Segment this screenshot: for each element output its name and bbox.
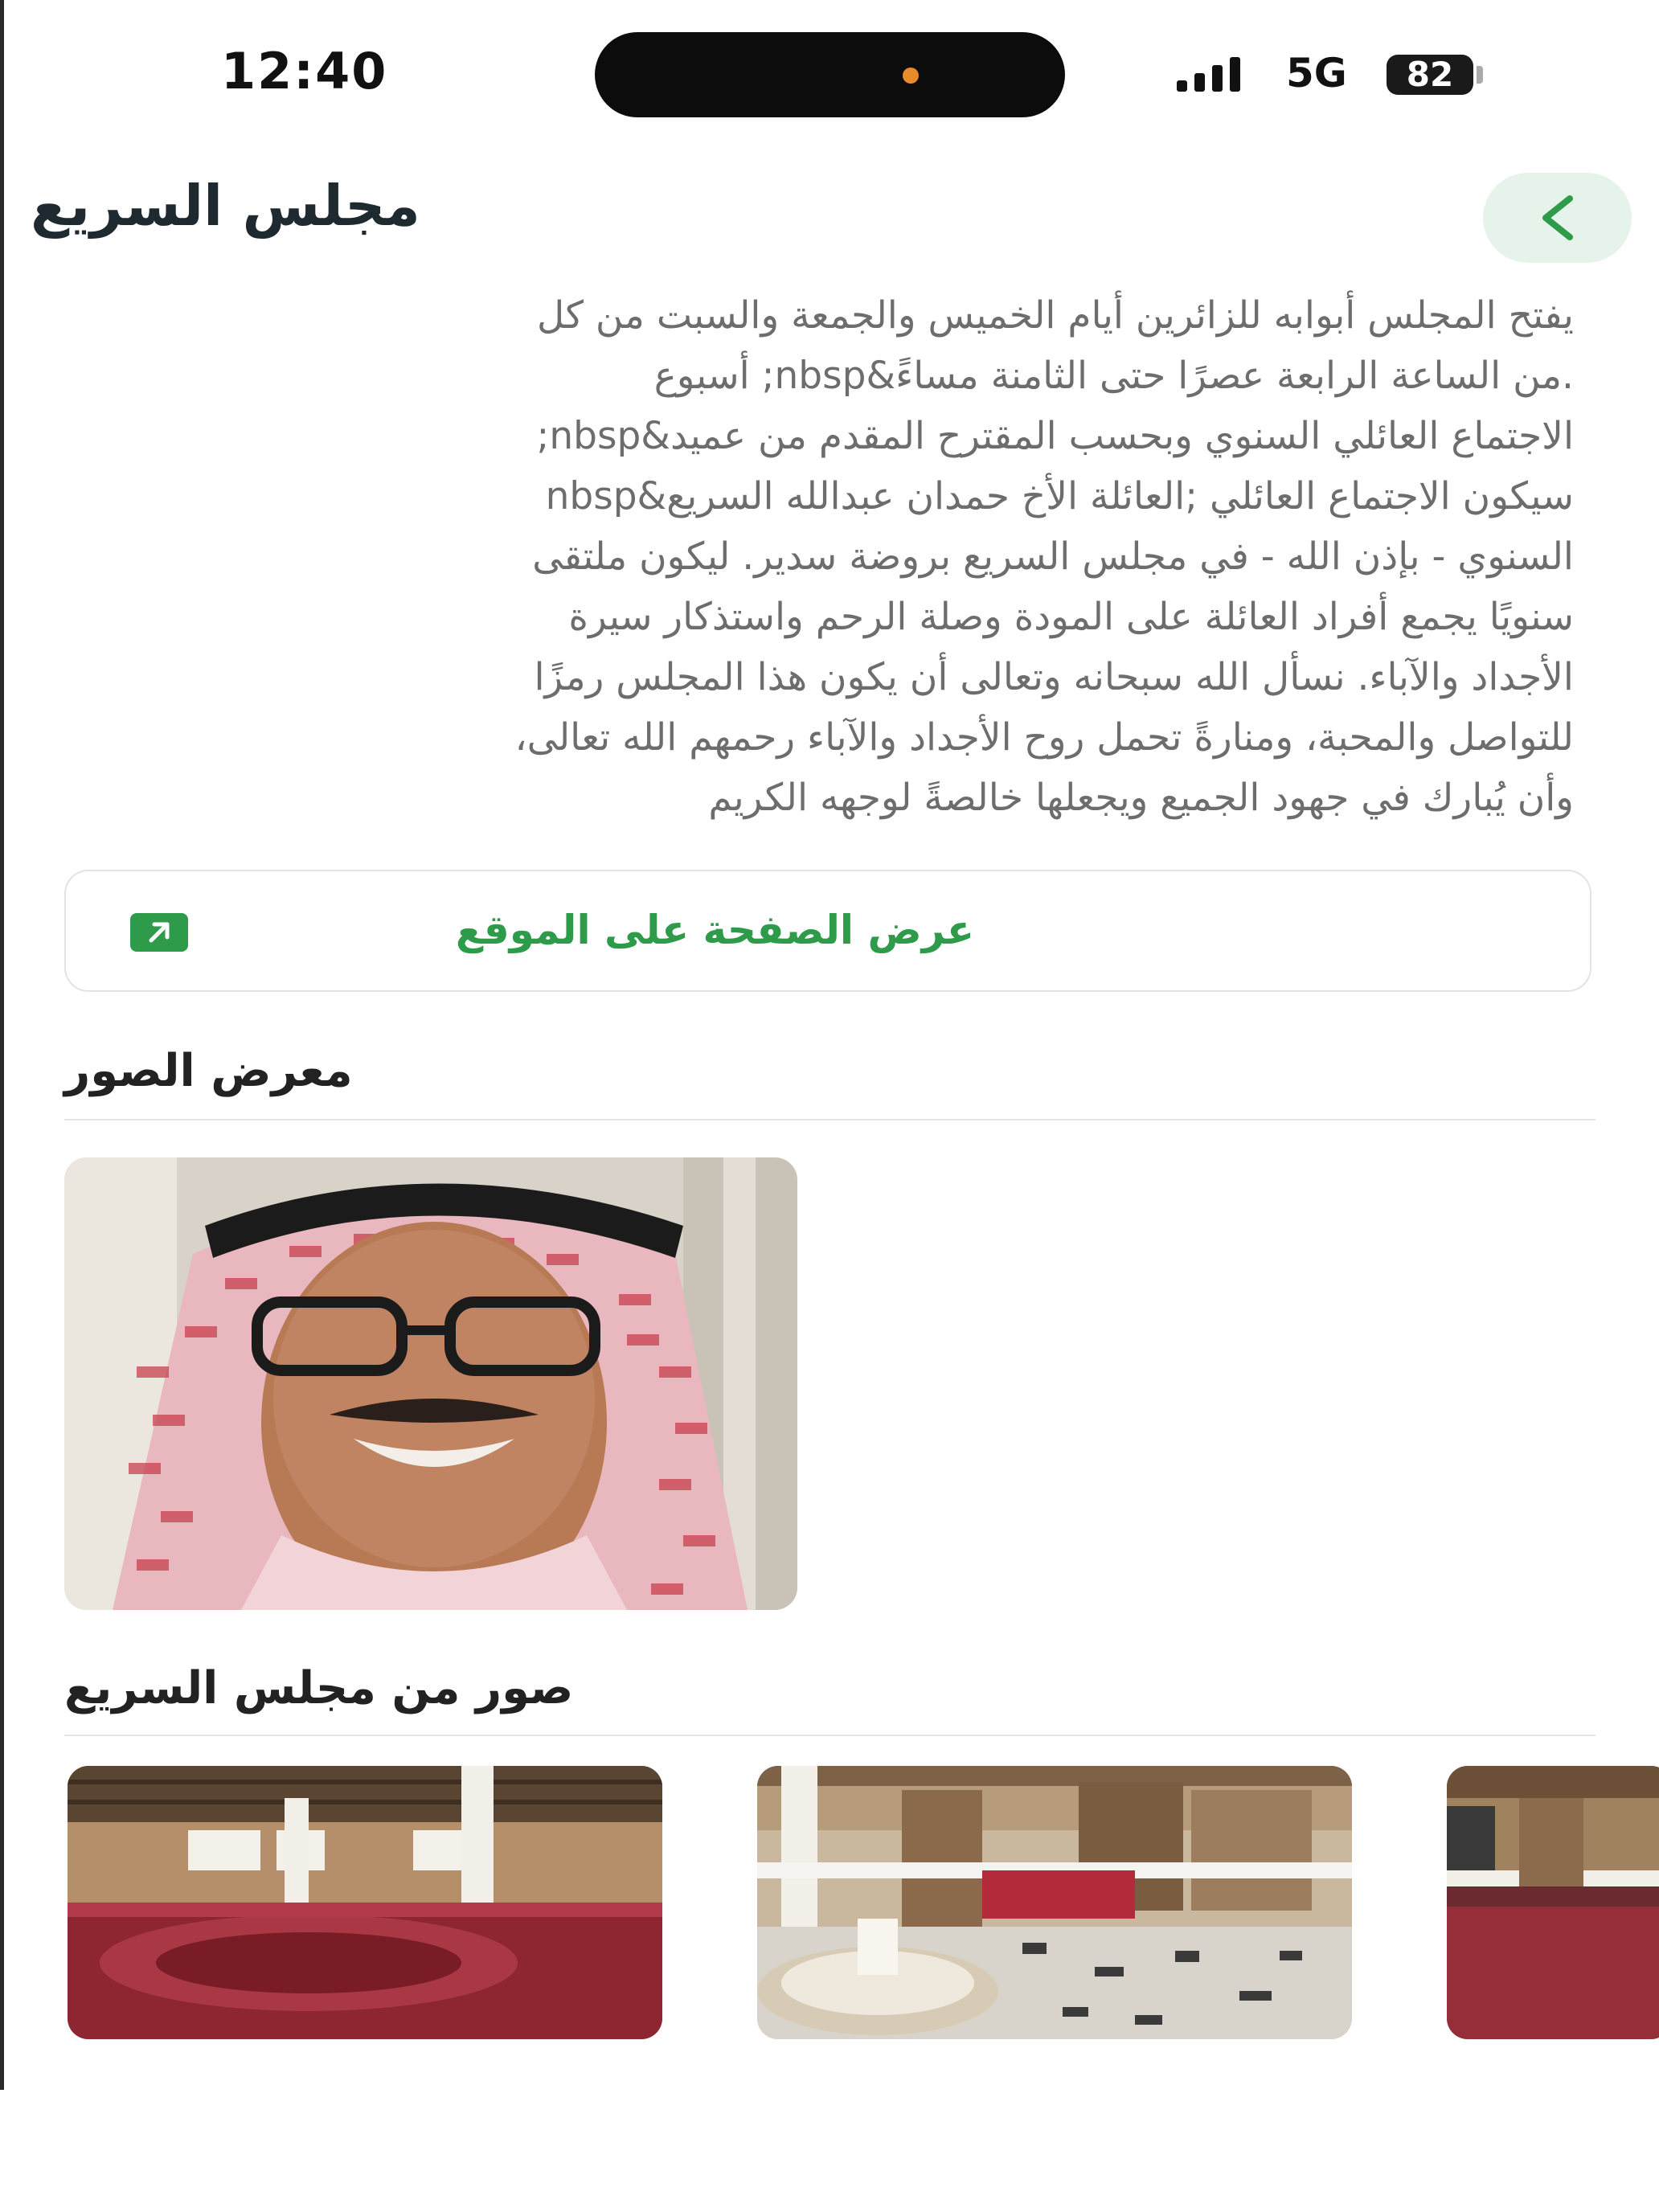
external-link-icon — [130, 913, 188, 952]
description-line: للتواصل والمحبة، ومنارةً تحمل روح الأجداد والآباء رحمهم الله تعالى، — [514, 715, 1574, 760]
portrait-photo[interactable] — [64, 1157, 797, 1610]
description-line: الاجتماع العائلي السنوي وبحسب المقترح المقدم من عميد&nbsp; — [536, 414, 1574, 458]
description-line: سنويًا يجمع أفراد العائلة على المودة وصلة الرحم واستذكار سيرة — [568, 595, 1574, 639]
majlis-photos-title: صور من مجلس السريع — [64, 1662, 574, 1714]
description-line: سيكون الاجتماع العائلي ;العائلة الأخ حمدان عبدالله السريع&nbsp — [545, 474, 1574, 518]
gallery-divider — [64, 1119, 1596, 1120]
battery-cap — [1477, 66, 1483, 84]
network-type: 5G — [1286, 50, 1347, 96]
camera-indicator — [903, 68, 919, 84]
battery-level: 82 — [1406, 55, 1454, 94]
description-line: .من الساعة الرابعة عصرًا حتى الثامنة مساءً&nbsp; أسبوع — [653, 354, 1574, 398]
description-line: يفتح المجلس أبوابه للزائرين أيام الخميس والجمعة والسبت من كل — [537, 293, 1574, 338]
signal-bars-icon — [1175, 56, 1256, 93]
back-button[interactable] — [1483, 173, 1632, 263]
majlis-description — [63, 285, 1574, 828]
description-line: وأن يُبارك في جهود الجميع ويجعلها خالصةً لوجهه الكريم — [708, 776, 1574, 820]
view-on-website-button[interactable] — [64, 870, 1591, 992]
majlis-hall-photo-2[interactable] — [757, 1766, 1352, 2039]
bottom-whitespace — [0, 2090, 1659, 2212]
majlis-hall-photo-1[interactable] — [68, 1766, 662, 2039]
description-line: السنوي - بإذن الله - في مجلس السريع بروضة سدير. ليكون ملتقى — [532, 535, 1574, 579]
screen-edge — [0, 0, 4, 2212]
majlis-photos-divider — [64, 1735, 1596, 1736]
description-line: الأجداد والآباء. نسأل الله سبحانه وتعالى أن يكون هذا المجلس رمزًا — [534, 655, 1574, 699]
majlis-hall-photo-3[interactable] — [1447, 1766, 1659, 2039]
dynamic-island — [595, 32, 1065, 117]
chevron-left-icon — [1538, 194, 1578, 242]
page-title: مجلس السريع — [31, 173, 420, 239]
battery-icon — [1387, 55, 1473, 95]
view-on-website-label: عرض الصفحة على الموقع — [455, 907, 974, 953]
status-time: 12:40 — [221, 42, 388, 100]
gallery-title: معرض الصور — [64, 1045, 353, 1097]
